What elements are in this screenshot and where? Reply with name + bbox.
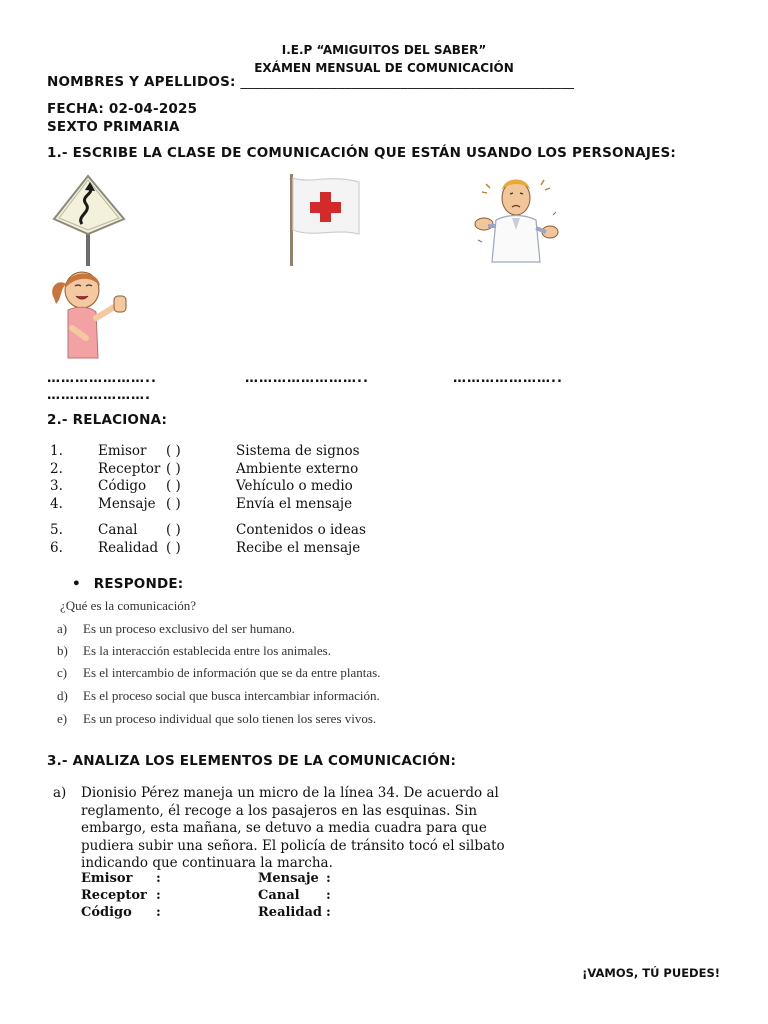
name-line [47,74,574,90]
element-field-row [81,905,371,922]
field-label-right: Realidad [258,905,322,920]
field-label-left: Emisor [81,871,133,886]
relation-answer-box[interactable]: ( ) [166,540,181,556]
field-label-right: Canal [258,888,300,903]
relation-row [48,461,388,479]
field-colon: : [156,888,161,903]
relation-number: 2. [50,461,63,477]
responde-title: RESPONDE: [93,576,184,592]
relation-row [48,540,388,558]
relation-term: Realidad [98,540,159,556]
field-label-left: Código [81,905,132,920]
option-letter: c) [57,665,68,680]
option-letter: e) [57,711,68,726]
girl-gesturing-image [46,268,136,363]
section1-title: 1.- ESCRIBE LA CLASE DE COMUNICACIÓN QUE ESTÁN USANDO LOS PERSONAJES: [47,145,677,161]
option-letter: b) [57,643,68,658]
option-a[interactable] [57,621,295,637]
answer-blank-1[interactable]: ………………….. [47,371,157,386]
field-colon: : [326,905,331,920]
option-d[interactable] [57,688,380,704]
element-field-row [81,888,371,905]
question-text: ¿Qué es la comunicación? [60,598,197,613]
answer-blank-2[interactable]: …………………….. [245,371,369,386]
curve-road-sign-icon [50,172,130,267]
relation-term: Emisor [98,443,147,459]
confused-man-icon [468,170,568,265]
case-paragraph [81,785,505,873]
paragraph-line: reglamento, él recoge a los pasajeros en las esquinas. Sin [81,802,478,819]
curve-road-sign-image [50,172,130,267]
relation-answer-box[interactable]: ( ) [166,443,181,459]
answer-blank-4[interactable]: …………………. [47,388,151,403]
field-colon: : [156,905,161,920]
option-text: Es la interacción establecida entre los animales. [83,643,331,658]
option-letter: a) [57,621,68,636]
field-colon: : [156,871,161,886]
relation-row [48,443,388,461]
paragraph-line: Dionisio Pérez maneja un micro de la línea 34. De acuerdo al [81,785,499,801]
relation-term: Receptor [98,461,161,477]
paragraph-line: indicando que continuara la marcha. [81,855,333,871]
grade-label: SEXTO PRIMARIA [47,119,180,135]
relation-number: 3. [50,478,63,494]
field-label-left: Receptor [81,888,147,903]
footer-message: ¡VAMOS, TÚ PUEDES! [582,966,720,980]
element-field-row [81,871,371,888]
red-cross-flag-icon [285,172,365,267]
field-label-right: Mensaje [258,871,319,886]
field-colon: : [326,871,331,886]
answer-blank-3[interactable]: ………………….. [453,371,563,386]
name-label: NOMBRES Y APELLIDOS: [47,74,236,90]
option-text: Es un proceso exclusivo del ser humano. [83,621,295,636]
relation-definition: Recibe el mensaje [236,540,361,556]
relation-definition: Envía el mensaje [236,496,353,512]
relation-number: 6. [50,540,63,556]
relation-number: 1. [50,443,63,459]
relation-term: Mensaje [98,496,156,512]
field-colon: : [326,888,331,903]
relation-row [48,496,388,514]
relation-term: Código [98,478,147,494]
option-c[interactable] [57,665,381,681]
relation-number: 5. [50,522,63,538]
relation-definition: Ambiente externo [236,461,359,477]
exam-title: EXÁMEN MENSUAL DE COMUNICACIÓN [254,61,514,75]
paragraph-line: pudiera subir una señora. El policía de tránsito tocó el silbato [81,837,505,854]
relation-number: 4. [50,496,63,512]
relation-row [48,522,388,540]
relation-answer-box[interactable]: ( ) [166,461,181,477]
school-name: I.E.P “AMIGUITOS DEL SABER” [281,43,487,57]
option-text: Es un proceso individual que solo tienen los seres vivos. [83,711,377,726]
date-label: FECHA: 02-04-2025 [47,101,198,117]
relation-answer-box[interactable]: ( ) [166,478,181,494]
girl-gesturing-icon [46,268,136,363]
paragraph-line: embargo, esta mañana, se detuvo a media cuadra para que [81,820,487,836]
name-blank[interactable]: ________________________________________________ [240,74,575,90]
confused-man-image [468,170,568,265]
relation-definition: Sistema de signos [236,443,360,459]
option-letter: d) [57,688,68,703]
relation-definition: Contenidos o ideas [236,522,366,538]
relation-answer-box[interactable]: ( ) [166,522,181,538]
relation-row [48,478,388,496]
option-e[interactable] [57,711,377,727]
red-cross-flag-image [285,172,365,267]
item-letter: a) [53,785,67,801]
bullet-icon: • [72,576,81,592]
relation-definition: Vehículo o medio [236,478,353,494]
section3-title: 3.- ANALIZA LOS ELEMENTOS DE LA COMUNICACIÓN: [47,753,457,769]
option-text: Es el intercambio de información que se da entre plantas. [83,665,381,680]
option-text: Es el proceso social que busca intercambiar información. [83,688,380,703]
option-b[interactable] [57,643,331,659]
relation-term: Canal [98,522,138,538]
relation-answer-box[interactable]: ( ) [166,496,181,512]
responde-heading [72,576,183,592]
section2-title: 2.- RELACIONA: [47,412,168,428]
